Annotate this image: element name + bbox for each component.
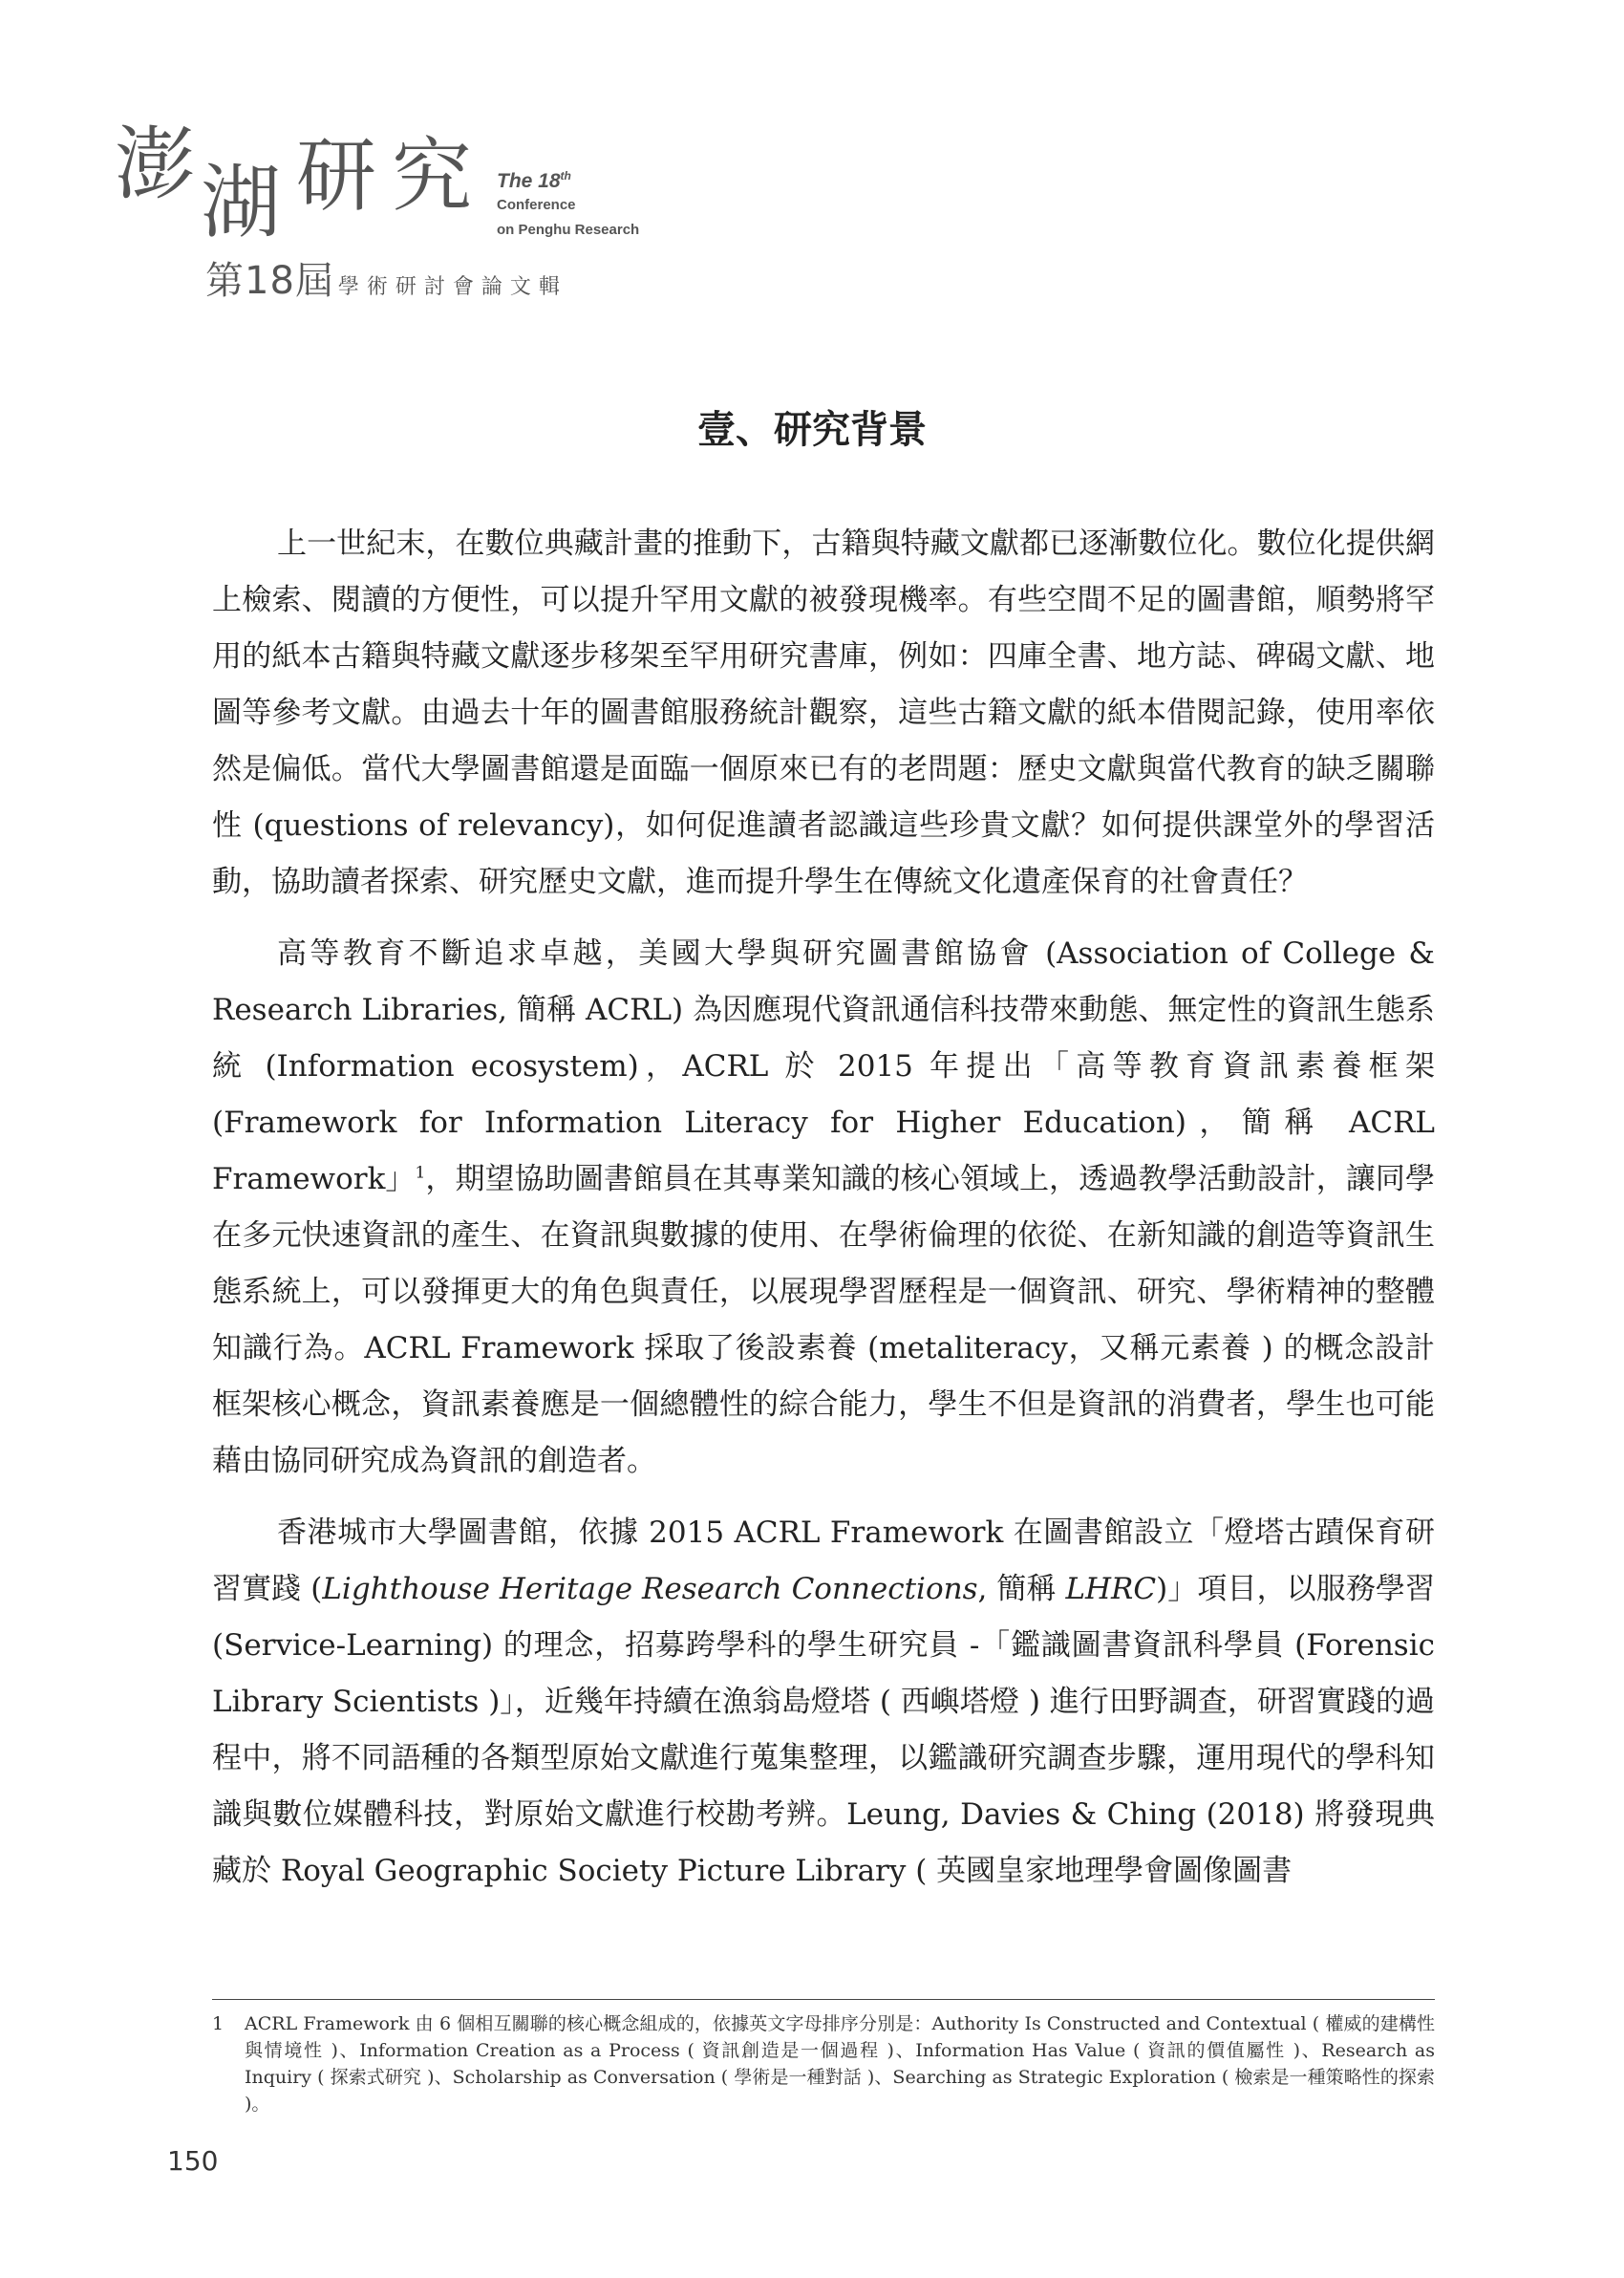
logo-edition-subtitle: 學術研討會論文輯 bbox=[337, 275, 567, 299]
journal-header-logo bbox=[115, 115, 707, 306]
logo-char: 澎 bbox=[115, 118, 198, 211]
footnote-text: ACRL Framework 由 6 個相互關聯的核心概念組成的，依據英文字母排序分別是：Authority Is Constructed and Contextual ( 權威的建構性與情境性 )、Information Creation as a Process ( 資訊創造是一個過程 )、Information Has Value ( 資訊的價值屬性 )、Research as Inquiry ( 探索式研究 )、Scholarship as Conversation ( 學術是一種對話 )、Searching as Strategic Exploration ( 檢索是一種策略性的探索 )。 bbox=[245, 2013, 1435, 2115]
footnote-number: 1 bbox=[212, 2013, 224, 2034]
footnote bbox=[212, 2010, 1435, 2117]
page-number: 150 bbox=[167, 2145, 219, 2177]
paragraph: 上一世紀末，在數位典藏計畫的推動下，古籍與特藏文獻都已逐漸數位化。數位化提供網上檢索、閱讀的方便性，可以提升罕用文獻的被發現機率。有些空間不足的圖書館，順勢將罕用的紙本古籍與特藏文獻逐步移架至罕用研究書庫，例如：四庫全書、地方誌、碑碣文獻、地圖等參考文獻。由過去十年的圖書館服務統計觀察，這些古籍文獻的紙本借閱記錄，使用率依然是偏低。當代大學圖書館還是面臨一個原來已有的老問題：歷史文獻與當代教育的缺乏關聯性 (questions of relevancy)，如何促進讀者認識這些珍貴文獻？如何提供課堂外的學習活動，協助讀者探索、研究歷史文獻，進而提升學生在傳統文化遺產保育的社會責任？ bbox=[212, 527, 1435, 899]
footnote-divider bbox=[212, 1999, 1435, 2000]
logo-char: 湖 bbox=[201, 156, 284, 249]
logo-edition bbox=[205, 250, 567, 305]
paragraph: 高等教育不斷追求卓越，美國大學與研究圖書館協會 (Association of College & Research Libraries, 簡稱 ACRL) 為因應現代資訊通信科技帶來動態、無定性的資訊生態系統 (Information ecosystem)，ACRL 於 2015 年提出「高等教育資訊素養框架 (Framework for Information Literacy for Higher Education)，簡稱 ACRL Framework」$^1$，期望協助圖書館員在其專業知識的核心領域上，透過教學活動設計，讓同學在多元快速資訊的產生、在資訊與數據的使用、在學術倫理的依從、在新知識的創造等資訊生態系統上，可以發揮更大的角色與責任，以展現學習歷程是一個資訊、研究、學術精神的整體知識行為。ACRL Framework 採取了後設素養 (metaliteracy，又稱元素養 ) 的概念設計框架核心概念，資訊素養應是一個總體性的綜合能力，學生不但是資訊的消費者，學生也可能藉由協同研究成為資訊的創造者。 bbox=[212, 936, 1435, 1478]
logo-edition-number: 第18屆 bbox=[205, 259, 334, 303]
logo-conference-subject: on Penghu Research bbox=[497, 222, 640, 238]
paragraph: 香港城市大學圖書館，依據 2015 ACRL Framework 在圖書館設立「燈塔古蹟保育研習實踐 (Lighthouse Heritage Research Connections, 簡稱 LHRC)」項目，以服務學習 (Service-Learning) 的理念，招募跨學科的學生研究員 -「鑑識圖書資訊科學員 (Forensic Library Scientists )」，近幾年持續在漁翁島燈塔 ( 西嶼塔燈 ) 進行田野調查，研習實踐的過程中，將不同語種的各類型原始文獻進行蒐集整理，以鑑識研究調查步驟，運用現代的學科知識與數位媒體科技，對原始文獻進行校勘考辨。Leung, Davies & Ching (2018) 將發現典藏於 Royal Geographic Society Picture Library ( 英國皇家地理學會圖像圖書 bbox=[212, 1515, 1436, 1888]
logo-char: 研 bbox=[296, 129, 379, 223]
logo-conference-label: Conference bbox=[497, 197, 576, 213]
section-title: 壹、研究背景 bbox=[697, 407, 927, 452]
logo-conference-number: The 18th bbox=[497, 169, 571, 192]
logo-title-english bbox=[497, 164, 639, 243]
logo-char: 究 bbox=[392, 129, 475, 223]
body-text bbox=[212, 516, 1435, 1915]
footnote-reference[interactable]: 1 bbox=[415, 1163, 426, 1183]
